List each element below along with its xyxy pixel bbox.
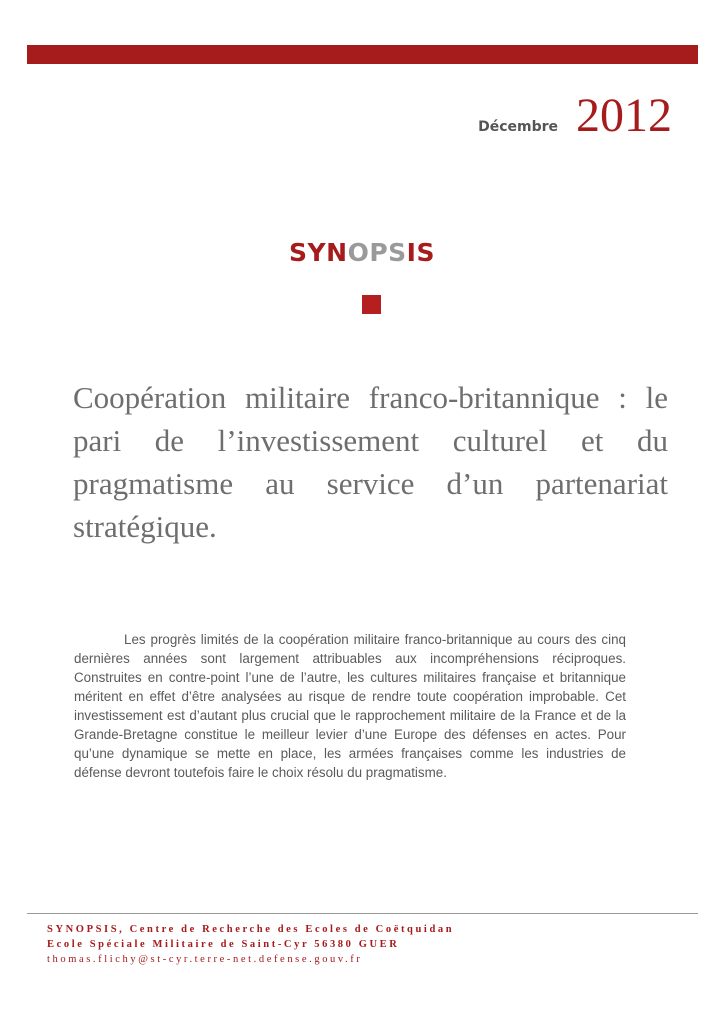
- brand-square-icon: [362, 295, 381, 314]
- footer-org-description: , Centre de Recherche des Ecoles de Coëtquidan: [119, 924, 455, 935]
- document-title: Coopération militaire franco-britannique : le pari de l’investissement culturel et du pragmatisme au service d’un partenariat stratégique.: [73, 380, 668, 544]
- footer-divider: [27, 913, 698, 914]
- footer-line-2: Ecole Spéciale Militaire de Saint-Cyr 56380 GUER: [47, 939, 400, 950]
- brand-part-3: IS: [406, 238, 435, 267]
- top-red-bar: [27, 45, 698, 64]
- date-year: 2012: [576, 89, 672, 142]
- brand-logo-text: [0, 238, 724, 267]
- abstract-paragraph: Les progrès limités de la coopération militaire franco-britannique au cours des cinq dernières années sont largement attribuables aux incompréhensions réciproques. Construites en contre-point l’une de l’autre, les cultures militaires française et britannique méritent en effet d’être analysées au risque de rendre toute coopération improbable. Cet investissement est d’autant plus crucial que le rapprochement militaire de la France et de la Grande-Bretagne constitue le meilleur levier d’une Europe des défenses en actes. Pour qu’une dynamique se mette en place, les armées françaises comme les industries de défense devront toutefois faire le choix résolu du pragmatisme.: [74, 632, 626, 780]
- footer: [47, 922, 454, 967]
- footer-org-name: SYNOPSIS: [47, 924, 120, 935]
- brand-part-1: SYN: [289, 238, 348, 267]
- date-block: [478, 89, 672, 142]
- date-month: Décembre: [478, 119, 558, 135]
- footer-email: thomas.flichy@st-cyr.terre-net.defense.gouv.fr: [47, 954, 363, 965]
- brand-part-2: OPS: [347, 238, 407, 267]
- footer-line-1: [47, 922, 454, 937]
